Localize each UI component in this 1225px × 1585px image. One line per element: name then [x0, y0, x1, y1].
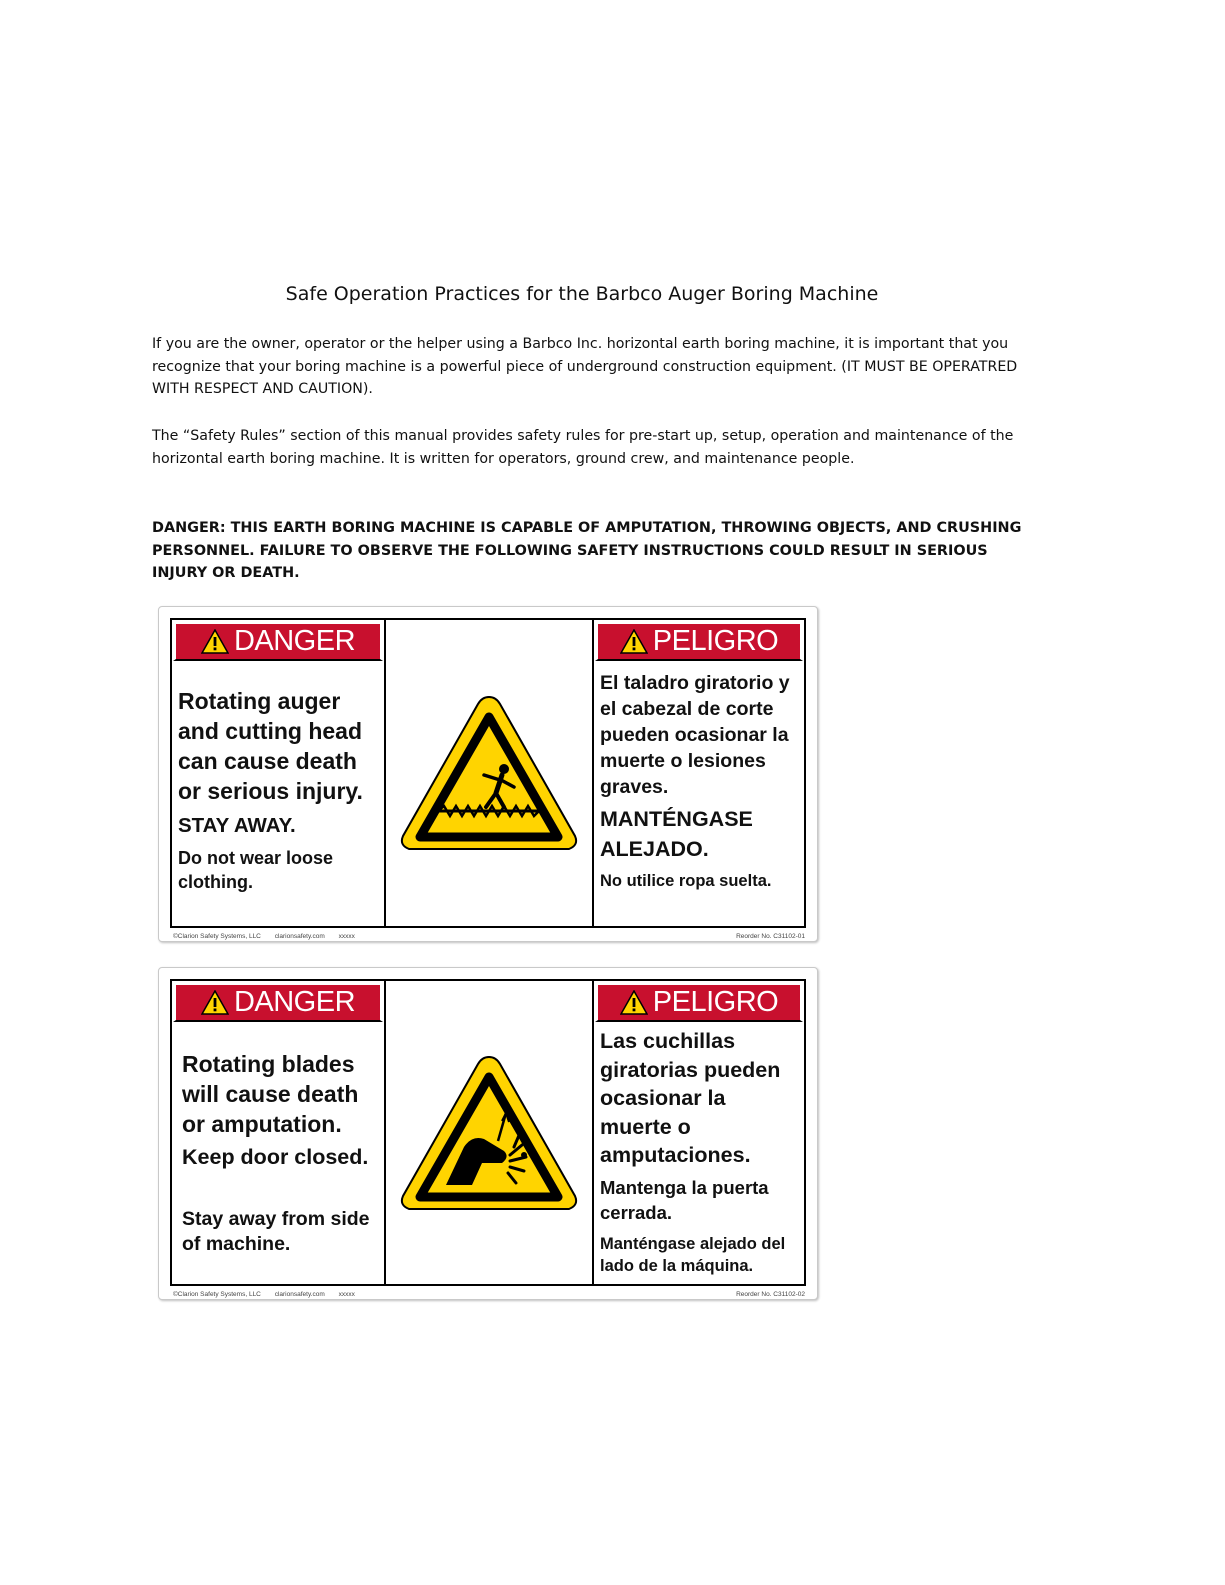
- warning-triangle-icon: [620, 990, 648, 1015]
- label-footer-reorder: Reorder No. C31102-01: [736, 933, 805, 940]
- action-text-en: Keep door closed.: [182, 1145, 369, 1169]
- label-english-column: [172, 981, 386, 1284]
- footer-company: ©Clarion Safety Systems, LLC: [173, 1291, 261, 1298]
- label-spanish-column: [594, 981, 804, 1284]
- peligro-header-text: PELIGRO: [652, 986, 779, 1018]
- action-text-es: Mantenga la puerta cerrada.: [600, 1177, 769, 1223]
- warning-triangle-icon: [201, 990, 229, 1015]
- action-text-es: MANTÉNGASE ALEJADO.: [600, 807, 753, 861]
- label-symbol-column: [386, 620, 594, 926]
- footer-company: ©Clarion Safety Systems, LLC: [173, 933, 261, 940]
- footer-site: clarionsafety.com: [274, 1291, 325, 1298]
- label-frame: [170, 979, 806, 1286]
- action-text-en: STAY AWAY.: [178, 814, 296, 837]
- note-text-es: No utilice ropa suelta.: [600, 872, 772, 890]
- peligro-header: [595, 982, 803, 1022]
- footer-site: clarionsafety.com: [274, 933, 325, 940]
- hand-cut-icon: [398, 1051, 580, 1215]
- hazard-text-en: Rotating auger and cutting head can cause death or serious injury.: [178, 688, 363, 804]
- label-spanish-column: [594, 620, 804, 926]
- auger-entanglement-icon: [398, 691, 580, 855]
- danger-header-text: DANGER: [233, 625, 356, 657]
- hazard-text-en: Rotating blades will cause death or amputation.: [182, 1051, 359, 1137]
- note-text-en: Stay away from side of machine.: [182, 1208, 370, 1255]
- danger-paragraph: DANGER: THIS EARTH BORING MACHINE IS CAPABLE OF AMPUTATION, THROWING OBJECTS, AND CRUSHING PERSONNEL. FAILURE TO OBSERVE THE FOLLOWING SAFETY INSTRUCTIONS COULD RESULT IN SERIOUS INJURY OR DEATH.: [152, 520, 1022, 581]
- warning-triangle-icon: [201, 629, 229, 654]
- peligro-header-text: PELIGRO: [652, 625, 779, 657]
- label-footer-left: [173, 933, 367, 940]
- warning-triangle-icon: [620, 629, 648, 654]
- danger-header-text: DANGER: [233, 986, 356, 1018]
- hazard-text-es: El taladro giratorio y el cabezal de corte pueden ocasionar la muerte o lesiones graves.: [600, 672, 790, 798]
- intro-paragraph: If you are the owner, operator or the helper using a Barbco Inc. horizontal earth boring machine, it is important that you recognize that your boring machine is a powerful piece of underground construction equipment. (IT MUST BE OPERATRED WITH RESPECT AND CAUTION).: [152, 336, 1018, 397]
- label-frame: [170, 618, 806, 928]
- label-footer-left: [173, 1291, 367, 1298]
- safety-rules-paragraph: The “Safety Rules” section of this manual provides safety rules for pre-start up, setup, operation and maintenance of the horizontal earth boring machine. It is written for operators, ground crew, and maintenance people.: [152, 428, 1014, 467]
- page-title: Safe Operation Practices for the Barbco Auger Boring Machine: [285, 283, 879, 305]
- safety-label-blades: [158, 967, 818, 1300]
- footer-code: xxxxx: [338, 1291, 355, 1298]
- label-symbol-column: [386, 981, 594, 1284]
- label-footer-reorder: Reorder No. C31102-02: [736, 1291, 805, 1298]
- danger-header: [173, 982, 383, 1022]
- footer-code: xxxxx: [338, 933, 355, 940]
- safety-label-auger: [158, 606, 818, 942]
- peligro-header: [595, 621, 803, 661]
- danger-header: [173, 621, 383, 661]
- hazard-text-es: Las cuchillas giratorias pueden ocasionar la muerte o amputaciones.: [600, 1029, 781, 1167]
- label-english-column: [172, 620, 386, 926]
- note-text-es: Manténgase alejado del lado de la máquina.: [600, 1235, 786, 1275]
- note-text-en: Do not wear loose clothing.: [178, 848, 334, 892]
